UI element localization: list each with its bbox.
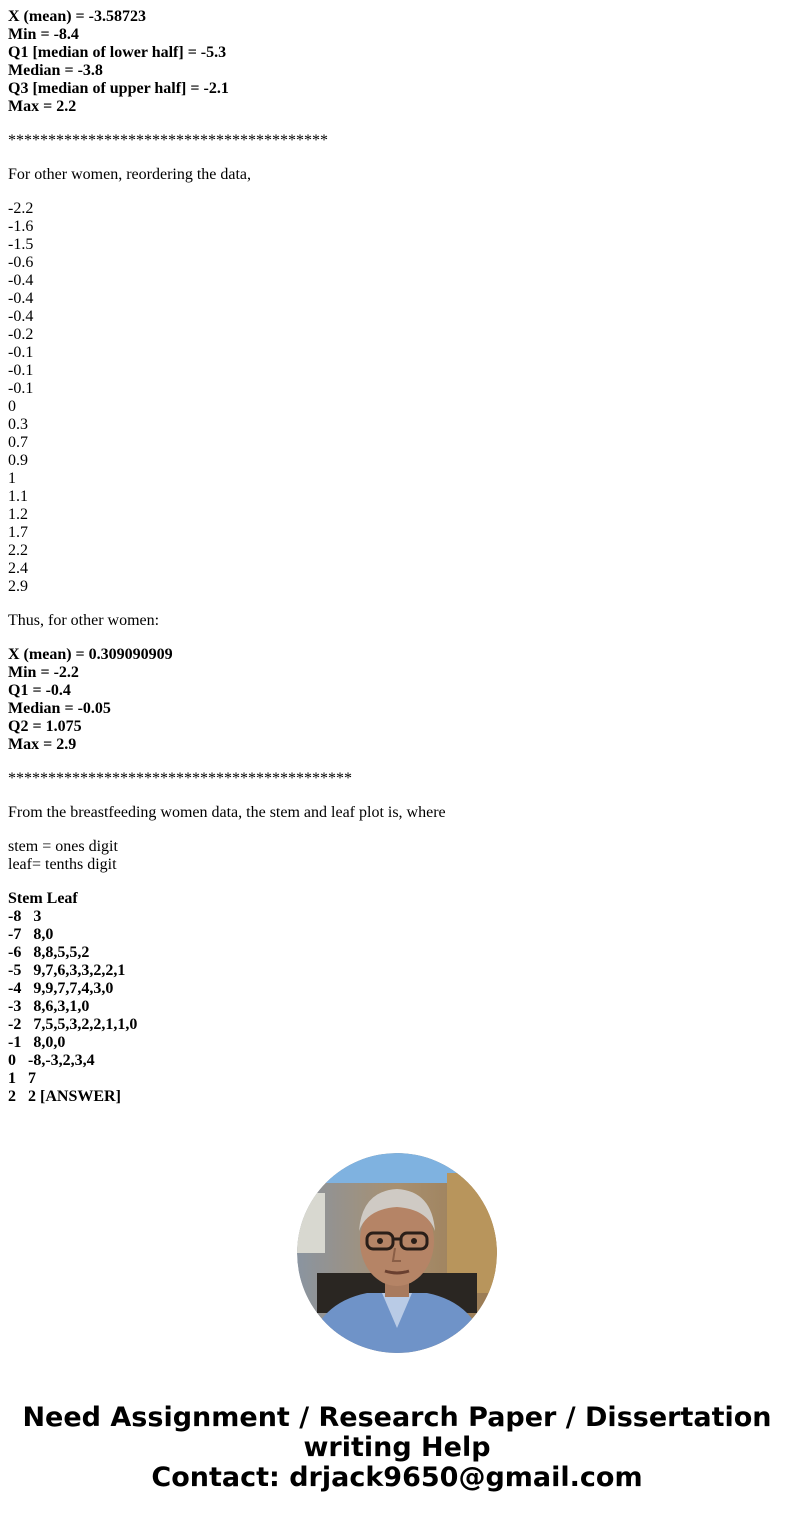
stem-leaf-header: Stem Leaf (8, 890, 78, 907)
text-line: Median = -3.8 (8, 62, 103, 79)
text-line: -4 9,9,7,7,4,3,0 (8, 980, 114, 997)
text-line: 2.2 (8, 542, 28, 559)
text-line: -7 8,0 (8, 926, 54, 943)
text-line: 1 (8, 470, 16, 487)
text-line: -0.2 (8, 326, 34, 343)
text-line: 1.1 (8, 488, 28, 505)
stem-leaf-intro-text: From the breastfeeding women data, the stem and leaf plot is, where (8, 804, 446, 821)
summary-breastfeeding (8, 8, 788, 116)
text-line: 1.7 (8, 524, 28, 541)
text-line: -0.1 (8, 344, 34, 361)
footer-contact (0, 1403, 794, 1493)
text-line: X (mean) = -3.58723 (8, 8, 146, 25)
text-line: -0.1 (8, 380, 34, 397)
separator-line: **************************************** (8, 132, 328, 149)
stem-leaf-plot (8, 890, 788, 1106)
stem-leaf-rows (8, 908, 788, 1106)
text-line: Q1 = -0.4 (8, 682, 71, 699)
separator-2 (8, 770, 788, 788)
intro-other-women (8, 166, 788, 184)
text-line: -0.4 (8, 308, 34, 325)
text-line: Median = -0.05 (8, 700, 111, 717)
text-line: -0.4 (8, 272, 34, 289)
author-photo-icon (297, 1153, 497, 1353)
text-line: 0.7 (8, 434, 28, 451)
other-women-data-list (8, 200, 788, 596)
intro-text: For other women, reordering the data, (8, 166, 252, 183)
text-line: 0 (8, 398, 16, 415)
text-line: X (mean) = 0.309090909 (8, 646, 173, 663)
text-line: -5 9,7,6,3,3,2,2,1 (8, 962, 126, 979)
footer-line-2: writing Help (303, 1432, 491, 1463)
text-line: -3 8,6,3,1,0 (8, 998, 90, 1015)
text-line: leaf= tenths digit (8, 856, 117, 873)
text-line: -1.5 (8, 236, 34, 253)
thus-text: Thus, for other women: (8, 612, 160, 629)
footer-line-1: Need Assignment / Research Paper / Dissertation (22, 1402, 772, 1433)
text-line: Min = -8.4 (8, 26, 79, 43)
text-line: -1.6 (8, 218, 34, 235)
text-line: -8 3 (8, 908, 42, 925)
text-line: Q2 = 1.075 (8, 718, 82, 735)
text-line: 1.2 (8, 506, 28, 523)
text-line: 2.9 (8, 578, 28, 595)
separator-line: ******************************************* (8, 770, 352, 787)
thus-paragraph (8, 612, 788, 630)
text-line: stem = ones digit (8, 838, 118, 855)
text-line: -0.4 (8, 290, 34, 307)
stem-leaf-definitions (8, 838, 788, 874)
separator-1 (8, 132, 788, 150)
text-line: -2.2 (8, 200, 34, 217)
text-line: Q1 [median of lower half] = -5.3 (8, 44, 227, 61)
text-line: -0.1 (8, 362, 34, 379)
text-line: 0 -8,-3,2,3,4 (8, 1052, 95, 1069)
text-line: -1 8,0,0 (8, 1034, 66, 1051)
text-line: 0.3 (8, 416, 28, 433)
text-line: 0.9 (8, 452, 28, 469)
text-line: 1 7 (8, 1070, 36, 1087)
text-line: -2 7,5,5,3,2,2,1,1,0 (8, 1016, 138, 1033)
text-line: 2.4 (8, 560, 28, 577)
footer-contact-email: Contact: drjack9650@gmail.com (151, 1462, 643, 1493)
document-content (8, 8, 788, 1122)
text-line: -0.6 (8, 254, 34, 271)
summary-other-women (8, 646, 788, 754)
stem-leaf-intro (8, 804, 788, 822)
text-line: 2 2 [ANSWER] (8, 1088, 121, 1105)
text-line: Max = 2.9 (8, 736, 77, 753)
text-line: Min = -2.2 (8, 664, 79, 681)
text-line: Max = 2.2 (8, 98, 77, 115)
text-line: -6 8,8,5,5,2 (8, 944, 90, 961)
author-avatar (297, 1153, 497, 1353)
text-line: Q3 [median of upper half] = -2.1 (8, 80, 229, 97)
